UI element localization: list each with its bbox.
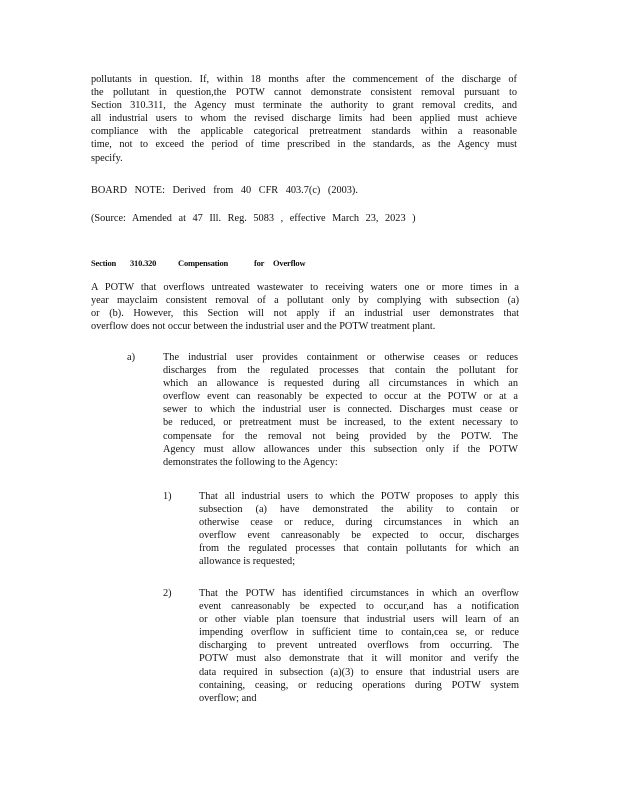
text-line: Section 310.311, the Agency must terminate the authority to grant removal credits, and	[91, 100, 517, 112]
text-line: That the POTW has identified circumstances in which an overflow	[199, 588, 519, 599]
section-title-word-3: Overflow	[273, 258, 306, 268]
text-line: compliance with the applicable categorical pretreatment standards within a reasonable	[91, 126, 517, 138]
source-note: (Source: Amended at 47 Ill. Reg. 5083 , effective March 23, 2023 )	[91, 213, 416, 224]
text-line: demonstrates the following to the Agency:	[163, 456, 338, 468]
item-1-text	[199, 490, 519, 569]
text-line: overflow; and	[199, 692, 257, 704]
section-title-word-2: for	[254, 258, 265, 268]
text-line: event canreasonably be expected to occur,and has a notification	[199, 601, 519, 613]
text-line: discharging to prevent untreated overflows from occurring. The	[199, 640, 519, 652]
text-line: specify.	[91, 152, 123, 164]
subsection-a-text	[163, 351, 518, 469]
text-line: from the regulated processes that contain pollutants for which an	[199, 543, 519, 555]
text-line: discharges from the regulated processes that contain the pollutant for	[163, 365, 518, 377]
text-line: pollutants in question. If, within 18 months after the commencement of the discharge of	[91, 74, 517, 85]
text-line: the pollutant in question,the POTW cannot demonstrate consistent removal pursuant to	[91, 87, 517, 99]
board-note: BOARD NOTE: Derived from 40 CFR 403.7(c) (2003).	[91, 185, 358, 196]
text-line: sewer to which the industrial user is connected. Discharges must cease or	[163, 404, 518, 416]
text-line: The industrial user provides containment or otherwise ceases or reduces	[163, 352, 518, 363]
text-line: compensate for the removal not being provided by the POTW. The	[163, 430, 518, 442]
section-heading	[91, 257, 311, 269]
item-2-label: 2)	[163, 588, 172, 599]
text-line: allowance is requested;	[199, 556, 296, 568]
text-line: time, not to exceed the period of time prescribed in the standards, as the Agency must	[91, 139, 517, 151]
text-line: overflow event can reasonably be expected to occur at the POTW or at a	[163, 391, 518, 403]
text-line: or other viable plan toensure that industrial users will learn of an	[199, 614, 519, 626]
item-1-label: 1)	[163, 491, 172, 502]
section-title-word-1: Compensation	[178, 258, 229, 268]
text-line: overflow event canreasonably be expected to occur, discharges	[199, 530, 519, 542]
text-line: A POTW that overflows untreated wastewater to receiving waters one or more times in a	[91, 282, 519, 293]
section-number: 310.320	[130, 258, 157, 268]
text-line: be reduced, or pretreatment must be increased, to the extent necessary to	[163, 417, 518, 429]
text-line: POTW must also demonstrate that it will monitor and verify the	[199, 653, 519, 665]
text-line: data required in subsection (a)(3) to ensure that industrial users are	[199, 666, 519, 678]
text-line: That all industrial users to which the POTW proposes to apply this	[199, 491, 519, 502]
item-2-text	[199, 587, 519, 705]
section-intro-paragraph	[91, 281, 519, 333]
text-line: overflow does not occur between the industrial user and the POTW treatment plant.	[91, 321, 436, 333]
text-line: containing, ceasing, or reducing operations during POTW system	[199, 679, 519, 691]
text-line: all industrial users to whom the revised discharge limits had been applied must achieve	[91, 113, 517, 125]
text-line: otherwise cease or reduce, during circumstances in which an	[199, 517, 519, 529]
paragraph-continuation	[91, 73, 517, 165]
text-line: Agency must allow allowances under this subsection only if the POTW	[163, 443, 518, 455]
text-line: or (b). However, this Section will not apply if an industrial user demonstrates that	[91, 308, 519, 320]
text-line: year mayclaim consistent removal of a pollutant only by complying with subsection (a)	[91, 295, 519, 307]
text-line: which an allowance is requested during all circumstances in which an	[163, 378, 518, 390]
section-label: Section	[91, 258, 117, 268]
text-line: subsection (a) have demonstrated the ability to contain or	[199, 504, 519, 516]
text-line: impending overflow in sufficient time to contain,cea se, or reduce	[199, 627, 519, 639]
subsection-a-label: a)	[127, 352, 135, 363]
